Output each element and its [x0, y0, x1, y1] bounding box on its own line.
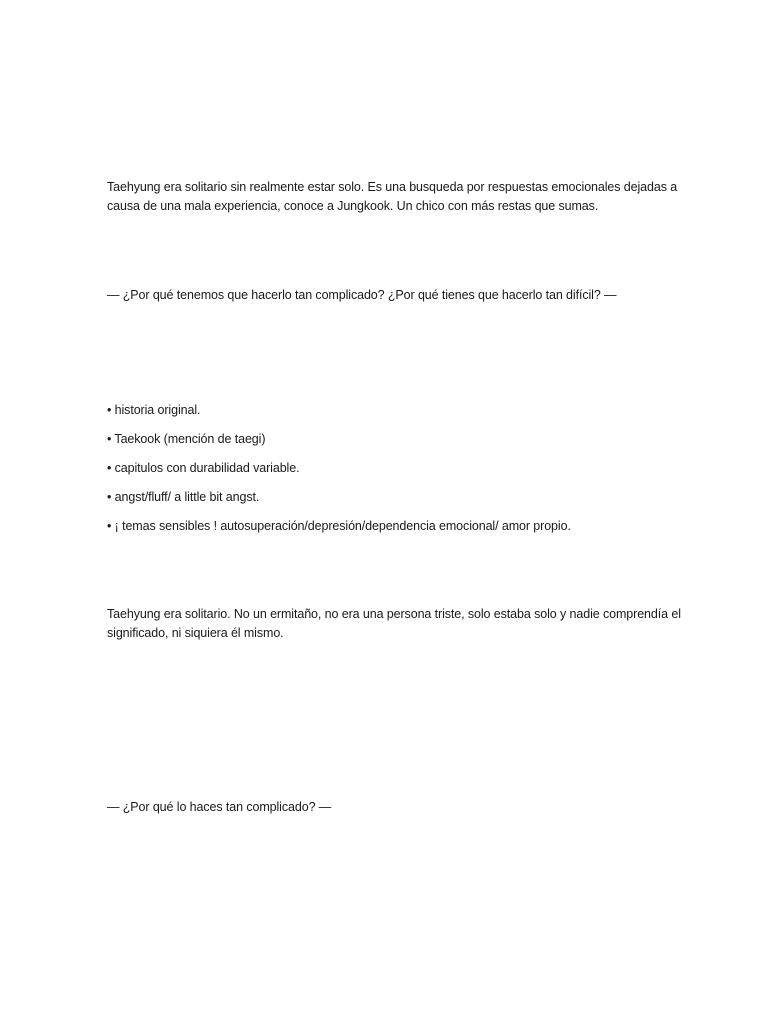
- list-item: • Taekook (mención de taegi): [107, 432, 266, 446]
- quote-line-1: — ¿Por qué tenemos que hacerlo tan complicado? ¿Por qué tienes que hacerlo tan difícil? —: [107, 288, 617, 302]
- list-item: • capitulos con durabilidad variable.: [107, 461, 300, 475]
- list-item: • historia original.: [107, 403, 201, 417]
- list-item: • ¡ temas sensibles ! autosuperación/depresión/dependencia emocional/ amor propio.: [107, 519, 571, 533]
- list-item: • angst/fluff/ a little bit angst.: [107, 490, 260, 504]
- tag-list: [107, 401, 707, 546]
- body-paragraph: Taehyung era solitario. No un ermitaño, no era una persona triste, solo estaba solo y nadie comprendía el significado, ni siquiera él mismo.: [107, 607, 681, 640]
- quote-line-2: — ¿Por qué lo haces tan complicado? —: [107, 800, 332, 814]
- summary-paragraph: Taehyung era solitario sin realmente estar solo. Es una busqueda por respuestas emocionales dejadas a causa de una mala experiencia, conoce a Jungkook. Un chico con más restas que sumas.: [107, 180, 678, 213]
